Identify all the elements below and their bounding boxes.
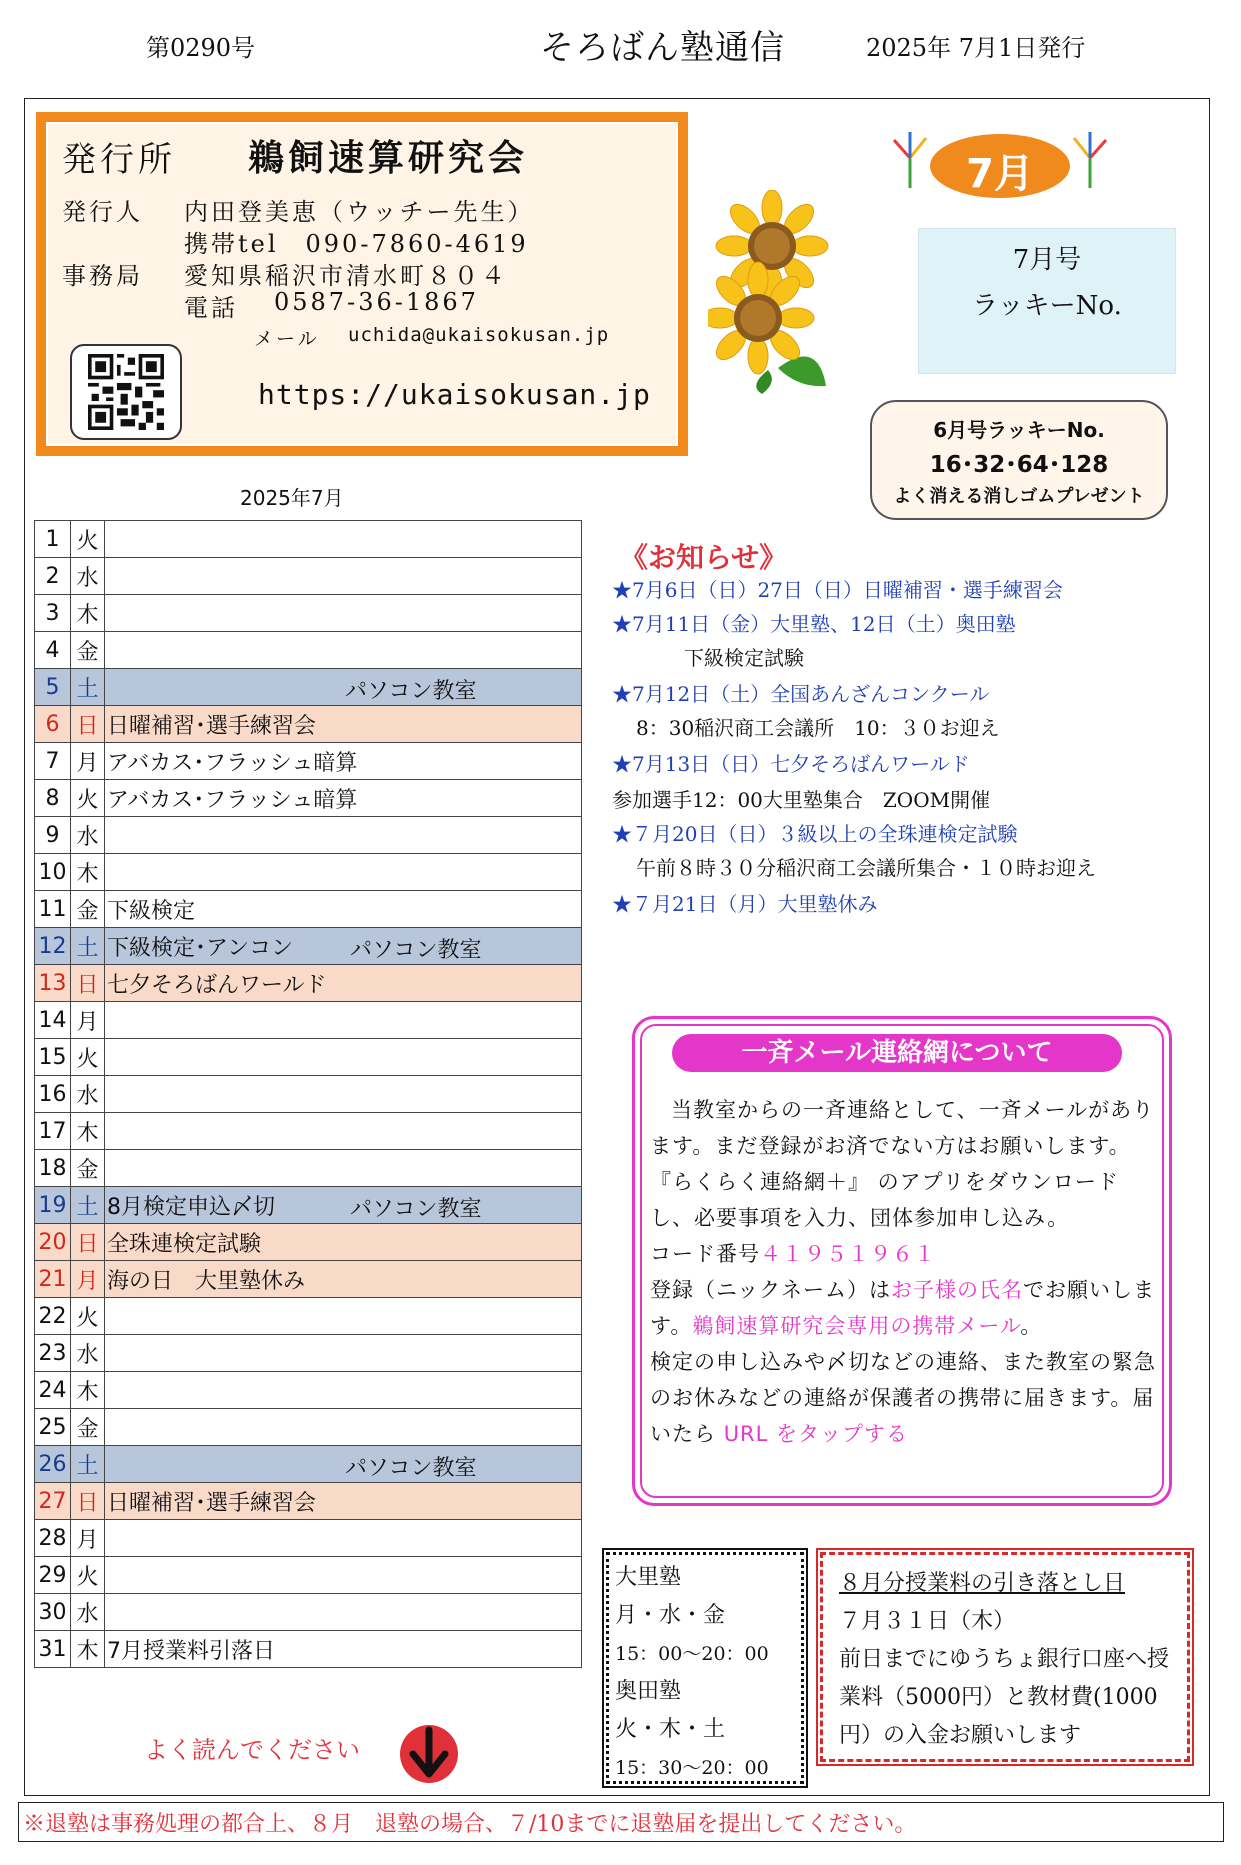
calendar-event: [105, 1150, 582, 1187]
lucky-label: ラッキーNo.: [972, 291, 1122, 321]
calendar-row: [35, 1631, 582, 1668]
calendar-day: 27: [35, 1483, 71, 1520]
phone-number: 0587-36-1867: [274, 288, 479, 316]
calendar-weekday: 水: [71, 1076, 105, 1113]
pc-class-label: パソコン教室: [350, 938, 482, 963]
notice-item: ★7月6日（日）27日（日）日曜補習・選手練習会: [612, 578, 1063, 602]
calendar-row: [35, 1594, 582, 1631]
publisher-org: 鵜飼速算研究会: [248, 138, 529, 179]
issuer-label: 発行人: [62, 198, 143, 226]
mail-paragraph: 当教室からの一斉連絡として、一斉メールがあります。まだ登録がお済でない方はお願いします。: [650, 1098, 1155, 1158]
tuition-box: [820, 1552, 1190, 1762]
calendar-event-text: アバカス･フラッシュ暗算: [107, 787, 358, 813]
calendar-weekday: 木: [71, 854, 105, 891]
calendar-event: [105, 706, 582, 743]
office-address: 愛知県稲沢市清水町８０４: [184, 262, 508, 290]
calendar-row: [35, 669, 582, 706]
calendar-row: [35, 1150, 582, 1187]
calendar-row: [35, 1261, 582, 1298]
calendar-event: [105, 632, 582, 669]
calendar-event: [105, 1446, 582, 1483]
calendar-day: 22: [35, 1298, 71, 1335]
phone-label: 電話: [184, 294, 238, 322]
calendar-weekday: 月: [71, 1261, 105, 1298]
calendar-day: 14: [35, 1002, 71, 1039]
calendar-event-text: 8月検定申込〆切: [107, 1194, 275, 1220]
calendar-weekday: 火: [71, 1298, 105, 1335]
read-note: よく読んでください: [144, 1736, 360, 1764]
calendar-event: [105, 965, 582, 1002]
calendar-weekday: 木: [71, 595, 105, 632]
previous-lucky-box: [870, 400, 1168, 520]
calendar-row: [35, 632, 582, 669]
calendar-weekday: 水: [71, 1335, 105, 1372]
calendar-row: [35, 521, 582, 558]
calendar-row: [35, 743, 582, 780]
lucky-month: 7月号: [1012, 245, 1082, 275]
calendar-event-text: 日曜補習･選手練習会: [107, 1490, 317, 1516]
calendar-event: [105, 521, 582, 558]
notice-item: ★７月20日（日）３級以上の全珠連検定試験: [612, 822, 1018, 846]
calendar-event-text: アバカス･フラッシュ暗算: [107, 750, 358, 776]
calendar-day: 28: [35, 1520, 71, 1557]
school-time: 15：00～20：00: [615, 1643, 769, 1665]
previous-lucky-title: 6月号ラッキーNo.: [933, 418, 1105, 442]
calendar-event: [105, 743, 582, 780]
qr-code-icon[interactable]: [70, 344, 182, 440]
calendar-day: 13: [35, 965, 71, 1002]
mobile-number: 携帯tel 090-7860-4619: [184, 230, 529, 258]
calendar-day: 15: [35, 1039, 71, 1076]
calendar-event-text: 7月授業料引落日: [107, 1638, 275, 1664]
calendar-event: [105, 1335, 582, 1372]
publisher-label: 発行所: [62, 140, 176, 180]
notice-title: 《お知らせ》: [620, 541, 788, 574]
calendar-weekday: 火: [71, 521, 105, 558]
calendar-day: 31: [35, 1631, 71, 1668]
calendar-weekday: 火: [71, 1039, 105, 1076]
calendar-event: [105, 669, 582, 706]
calendar-event: [105, 1076, 582, 1113]
calendar-event: [105, 854, 582, 891]
calendar-row: [35, 817, 582, 854]
notice-item-detail: 参加選手12：00大里塾集合 ZOOM開催: [612, 788, 991, 812]
calendar-day: 18: [35, 1150, 71, 1187]
calendar-weekday: 日: [71, 965, 105, 1002]
calendar-weekday: 月: [71, 1002, 105, 1039]
calendar-event: [105, 817, 582, 854]
calendar-event: [105, 558, 582, 595]
calendar-event: [105, 891, 582, 928]
notice-item: ★7月13日（日）七夕そろばんワールド: [612, 752, 970, 776]
calendar-row: [35, 1298, 582, 1335]
tuition-body: 前日までにゆうちょ銀行口座へ授業料（5000円）と教材費(1000円）の入金お願いします: [839, 1647, 1170, 1748]
calendar-day: 25: [35, 1409, 71, 1446]
calendar-event: [105, 1409, 582, 1446]
calendar-event-text: 七夕そろばんワールド: [107, 972, 327, 998]
previous-lucky-prize: よく消える消しゴムプレゼント: [893, 486, 1145, 507]
calendar-event: [105, 1002, 582, 1039]
tuition-date: ７月３１日（木）: [839, 1609, 1016, 1634]
calendar-row: [35, 965, 582, 1002]
calendar-weekday: 金: [71, 632, 105, 669]
calendar-event: [105, 1187, 582, 1224]
calendar-weekday: 土: [71, 1187, 105, 1224]
calendar-weekday: 火: [71, 1557, 105, 1594]
calendar-day: 4: [35, 632, 71, 669]
mail-text: 検定の申し込みや〆切などの連絡、また教室の緊急のお休みなどの連絡が保護者の携帯に届きます。届いたら: [650, 1350, 1156, 1446]
calendar-event: [105, 1261, 582, 1298]
notice-item-detail: 下級検定試験: [684, 646, 804, 670]
calendar-weekday: 土: [71, 669, 105, 706]
calendar-day: 6: [35, 706, 71, 743]
calendar-weekday: 土: [71, 928, 105, 965]
calendar-day: 19: [35, 1187, 71, 1224]
calendar-row: [35, 1187, 582, 1224]
calendar-day: 2: [35, 558, 71, 595]
calendar-day: 23: [35, 1335, 71, 1372]
calendar-weekday: 月: [71, 1520, 105, 1557]
calendar-weekday: 日: [71, 1483, 105, 1520]
calendar-row: [35, 891, 582, 928]
withdrawal-note: ※退塾は事務処理の都合上、８月 退塾の場合、７/10までに退塾届を提出してください。: [18, 1802, 1224, 1842]
mail-address[interactable]: uchida@ukaisokusan.jp: [348, 324, 610, 346]
calendar-event: [105, 1039, 582, 1076]
calendar-day: 11: [35, 891, 71, 928]
calendar-table: [34, 520, 582, 1668]
publisher-box: [36, 112, 688, 456]
calendar-row: [35, 558, 582, 595]
calendar-row: [35, 928, 582, 965]
calendar-weekday: 水: [71, 558, 105, 595]
calendar-row: [35, 1335, 582, 1372]
school-days: 月・水・金: [615, 1603, 726, 1628]
calendar-day: 9: [35, 817, 71, 854]
mail-url-hint[interactable]: URL をタップする: [723, 1422, 909, 1446]
calendar-weekday: 日: [71, 706, 105, 743]
calendar-day: 26: [35, 1446, 71, 1483]
group-mail-box: [632, 1016, 1172, 1506]
issue-number: 第0290号: [146, 34, 256, 62]
calendar-day: 5: [35, 669, 71, 706]
previous-lucky-numbers: 16･32･64･128: [929, 452, 1109, 478]
notice-item-detail: 午前８時３０分稲沢商工会議所集合・１０時お迎え: [636, 856, 1096, 880]
calendar-row: [35, 706, 582, 743]
calendar-weekday: 火: [71, 780, 105, 817]
calendar-day: 8: [35, 780, 71, 817]
calendar-caption: 2025年7月: [240, 486, 344, 510]
mail-label: メール: [254, 328, 320, 350]
pc-class-label: パソコン教室: [345, 1456, 477, 1481]
school-hours-box: [606, 1552, 804, 1784]
mail-highlight: 鵜飼速算研究会専用の携帯メール: [692, 1314, 1021, 1338]
tuition-title: ８月分授業料の引き落とし日: [839, 1571, 1126, 1596]
calendar-event: [105, 1298, 582, 1335]
notice-item: ★7月12日（土）全国あんざんコンクール: [612, 682, 990, 706]
calendar-row: [35, 595, 582, 632]
calendar-weekday: 水: [71, 1594, 105, 1631]
group-code: ４１９５１９６１: [760, 1242, 936, 1266]
calendar-event: [105, 1631, 582, 1668]
pc-class-label: パソコン教室: [350, 1197, 482, 1222]
calendar-day: 20: [35, 1224, 71, 1261]
calendar-row: [35, 1409, 582, 1446]
calendar-row: [35, 1557, 582, 1594]
calendar-weekday: 月: [71, 743, 105, 780]
calendar-day: 29: [35, 1557, 71, 1594]
calendar-row: [35, 1076, 582, 1113]
sunflower-icon: [708, 258, 832, 394]
calendar-event: [105, 928, 582, 965]
mail-paragraph: 『らくらく連絡網＋』 のアプリをダウンロードし、必要事項を入力、団体参加申し込み。: [650, 1170, 1119, 1230]
calendar-day: 17: [35, 1113, 71, 1150]
calendar-row: [35, 1372, 582, 1409]
calendar-event: [105, 780, 582, 817]
calendar-weekday: 水: [71, 817, 105, 854]
pc-class-label: パソコン教室: [345, 679, 477, 704]
group-mail-body: [650, 1092, 1162, 1452]
calendar-day: 16: [35, 1076, 71, 1113]
calendar-row: [35, 1520, 582, 1557]
calendar-row: [35, 1113, 582, 1150]
lucky-number-box: [918, 228, 1176, 374]
calendar-row: [35, 780, 582, 817]
school-name: 大里塾: [615, 1565, 682, 1590]
calendar-event: [105, 1113, 582, 1150]
school-name: 奥田塾: [615, 1679, 682, 1704]
calendar-day: 7: [35, 743, 71, 780]
calendar-weekday: 日: [71, 1224, 105, 1261]
calendar-event-text: 下級検定: [107, 898, 196, 924]
notice-item-detail: 8：30稲沢商工会議所 10：３０お迎え: [636, 716, 1000, 740]
calendar-row: [35, 1483, 582, 1520]
calendar-event-text: 日曜補習･選手練習会: [107, 713, 317, 739]
calendar-event: [105, 1224, 582, 1261]
calendar-event: [105, 1557, 582, 1594]
office-label: 事務局: [62, 262, 143, 290]
calendar-day: 10: [35, 854, 71, 891]
newsletter-title: そろばん塾通信: [540, 28, 785, 68]
calendar-event: [105, 1372, 582, 1409]
calendar-weekday: 土: [71, 1446, 105, 1483]
calendar-day: 3: [35, 595, 71, 632]
calendar-row: [35, 854, 582, 891]
calendar-weekday: 金: [71, 891, 105, 928]
calendar-row: [35, 1039, 582, 1076]
calendar-event: [105, 1594, 582, 1631]
calendar-event: [105, 1520, 582, 1557]
mail-text: 。: [1020, 1314, 1043, 1338]
calendar-event: [105, 595, 582, 632]
calendar-day: 21: [35, 1261, 71, 1298]
calendar-day: 30: [35, 1594, 71, 1631]
month-badge-label: 7月: [966, 151, 1034, 197]
calendar-row: [35, 1446, 582, 1483]
calendar-event-text: 海の日 大里塾休み: [107, 1268, 306, 1294]
month-badge: [880, 118, 1120, 208]
calendar-weekday: 金: [71, 1409, 105, 1446]
calendar-event: [105, 1483, 582, 1520]
website-url[interactable]: https://ukaisokusan.jp: [258, 378, 651, 411]
school-days: 火・木・土: [615, 1717, 726, 1742]
group-mail-title: 一斉メール連絡網について: [672, 1034, 1122, 1072]
calendar-day: 1: [35, 521, 71, 558]
notice-item: ★７月21日（月）大里塾休み: [612, 892, 878, 916]
calendar-weekday: 木: [71, 1113, 105, 1150]
calendar-weekday: 木: [71, 1372, 105, 1409]
arrow-down-icon: [396, 1722, 462, 1786]
mail-text: 登録（ニックネーム）は: [650, 1278, 891, 1302]
calendar-event-text: 全珠連検定試験: [107, 1231, 262, 1257]
mail-text: でお願いします。: [650, 1278, 1155, 1338]
calendar-row: [35, 1224, 582, 1261]
issue-date: 2025年 7月1日発行: [866, 34, 1086, 62]
notice-item: ★7月11日（金）大里塾、12日（土）奥田塾: [612, 612, 1016, 636]
code-label: コード番号: [650, 1242, 760, 1266]
issuer-name: 内田登美恵（ウッチー先生）: [184, 198, 535, 226]
calendar-row: [35, 1002, 582, 1039]
school-time: 15：30～20：00: [615, 1757, 769, 1779]
calendar-event-text: 下級検定･アンコン: [107, 935, 294, 961]
calendar-day: 24: [35, 1372, 71, 1409]
calendar-weekday: 金: [71, 1150, 105, 1187]
calendar-day: 12: [35, 928, 71, 965]
mail-highlight: お子様の氏名: [890, 1278, 1023, 1302]
calendar-weekday: 木: [71, 1631, 105, 1668]
